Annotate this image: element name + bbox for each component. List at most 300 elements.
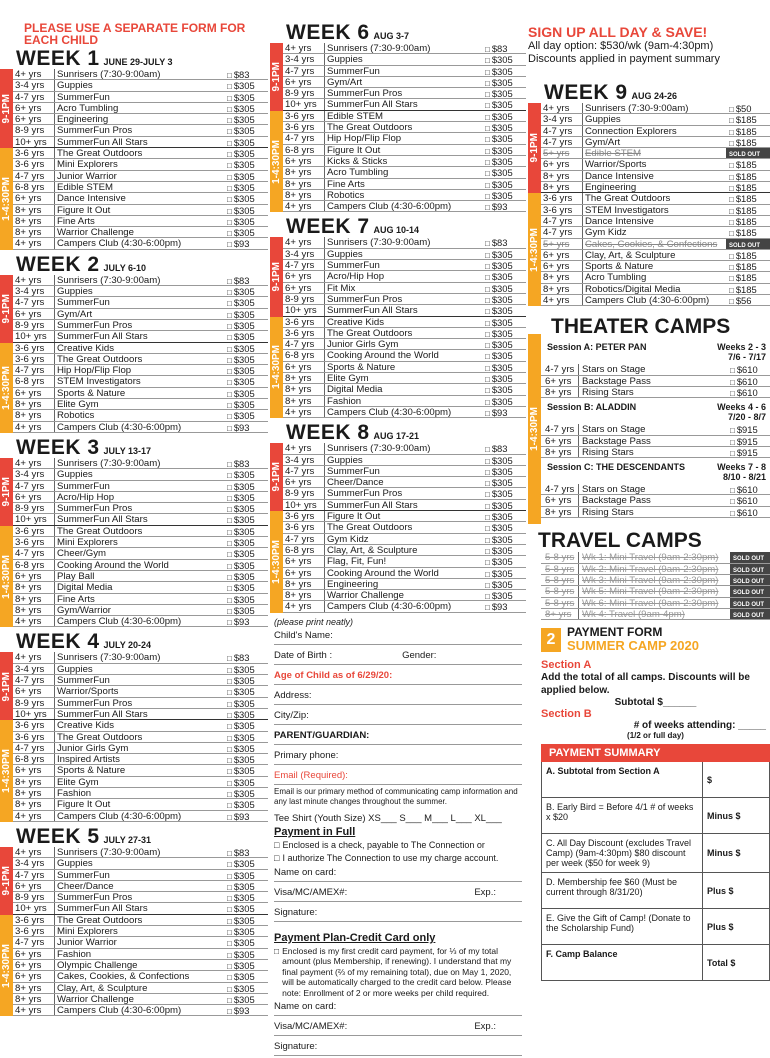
camp-row[interactable] [283, 601, 526, 612]
summary-amount-field[interactable]: Plus $ [707, 921, 734, 932]
camp-row[interactable] [13, 743, 268, 754]
camp-row[interactable] [283, 350, 526, 361]
camp-row[interactable] [541, 114, 770, 125]
camp-row[interactable] [13, 594, 268, 605]
camp-price-checkbox[interactable]: □ $305 [482, 350, 526, 360]
camp-row[interactable] [541, 205, 770, 216]
camp-row[interactable] [13, 720, 268, 731]
camp-row[interactable] [13, 125, 268, 136]
theater-price[interactable]: □ $610 [730, 484, 770, 494]
camp-price-checkbox[interactable]: □ $305 [224, 777, 268, 787]
camp-price-checkbox[interactable]: □ $305 [224, 137, 268, 147]
camp-row[interactable] [13, 788, 268, 799]
camp-row[interactable] [283, 54, 526, 65]
camp-row[interactable] [13, 686, 268, 697]
camp-price-checkbox[interactable]: □ $305 [224, 399, 268, 409]
camp-price-checkbox[interactable]: □ $305 [482, 317, 526, 327]
camp-price-checkbox[interactable]: □ $305 [482, 111, 526, 121]
camp-price-checkbox[interactable]: □ $305 [224, 605, 268, 615]
camp-price-checkbox[interactable]: □ $305 [482, 190, 526, 200]
camp-row[interactable] [13, 514, 268, 525]
camp-price-checkbox[interactable]: □ $305 [482, 373, 526, 383]
camp-row[interactable] [541, 193, 770, 204]
charge-option[interactable]: □ I authorize The Connection to use my charge account. [274, 853, 522, 864]
camp-row[interactable] [13, 994, 268, 1005]
camp-price-checkbox[interactable]: □ $305 [224, 205, 268, 215]
camp-price-checkbox[interactable]: □ $93 [482, 407, 526, 417]
camp-price-checkbox[interactable]: □ $305 [224, 594, 268, 604]
camp-row[interactable] [13, 193, 268, 204]
camp-price-checkbox[interactable]: □ $83 [224, 652, 268, 662]
camp-row[interactable] [13, 537, 268, 548]
camp-price-checkbox[interactable]: □ $305 [224, 503, 268, 513]
camp-price-checkbox[interactable]: □ $305 [482, 568, 526, 578]
camp-row[interactable] [13, 92, 268, 103]
camp-row[interactable] [283, 271, 526, 282]
camp-price-checkbox[interactable]: □ $305 [224, 903, 268, 913]
camp-row[interactable] [283, 133, 526, 144]
camp-price-checkbox[interactable]: □ $305 [224, 297, 268, 307]
camp-price-checkbox[interactable]: □ $185 [726, 182, 770, 192]
email-field[interactable]: Email (Required): [274, 767, 522, 785]
camp-price-checkbox[interactable]: □ $305 [224, 514, 268, 524]
camp-row[interactable] [541, 216, 770, 227]
camp-price-checkbox[interactable]: □ $93 [482, 601, 526, 611]
camp-price-checkbox[interactable]: □ $93 [224, 616, 268, 626]
camp-price-checkbox[interactable]: □ $305 [224, 469, 268, 479]
camp-row[interactable] [283, 373, 526, 384]
camp-price-checkbox[interactable]: □ $305 [224, 994, 268, 1004]
camp-price-checkbox[interactable]: □ $305 [482, 339, 526, 349]
name-on-card-field[interactable]: Name on card: [274, 864, 522, 882]
camp-price-checkbox[interactable]: □ $305 [224, 858, 268, 868]
camp-price-checkbox[interactable]: □ $83 [482, 43, 526, 53]
camp-price-checkbox[interactable]: □ $305 [224, 698, 268, 708]
camp-row[interactable] [13, 616, 268, 627]
camp-row[interactable] [13, 114, 268, 125]
camp-row[interactable] [13, 388, 268, 399]
theater-price[interactable]: □ $610 [730, 364, 770, 374]
camp-row[interactable] [13, 664, 268, 675]
theater-price[interactable]: □ $610 [730, 507, 770, 517]
camp-row[interactable] [283, 362, 526, 373]
camp-price-checkbox[interactable]: □ $305 [224, 892, 268, 902]
camp-price-checkbox[interactable]: □ $305 [482, 545, 526, 555]
camp-row[interactable] [283, 66, 526, 77]
camp-row[interactable] [283, 156, 526, 167]
camp-row[interactable] [283, 407, 526, 418]
camp-row[interactable] [283, 500, 526, 511]
camp-price-checkbox[interactable]: □ $305 [482, 283, 526, 293]
plan-card-number-field[interactable]: Visa/MC/AMEX#: Exp.: [274, 1018, 522, 1036]
city-field[interactable]: City/Zip: [274, 707, 522, 725]
theater-row[interactable] [541, 495, 770, 506]
signature-field[interactable]: Signature: [274, 904, 522, 922]
camp-price-checkbox[interactable]: □ $305 [224, 354, 268, 364]
camp-price-checkbox[interactable]: □ $305 [482, 167, 526, 177]
camp-row[interactable] [283, 99, 526, 110]
camp-price-checkbox[interactable]: □ $305 [224, 114, 268, 124]
camp-price-checkbox[interactable]: □ $93 [224, 238, 268, 248]
camp-price-checkbox[interactable]: □ $305 [224, 388, 268, 398]
camp-row[interactable] [283, 145, 526, 156]
camp-row[interactable] [283, 260, 526, 271]
card-number-field[interactable]: Visa/MC/AMEX#: Exp.: [274, 884, 522, 902]
camp-row[interactable] [13, 103, 268, 114]
camp-row[interactable] [13, 971, 268, 982]
camp-price-checkbox[interactable]: □ $93 [224, 811, 268, 821]
theater-row[interactable] [541, 376, 770, 387]
camp-price-checkbox[interactable]: □ $50 [726, 103, 770, 113]
camp-row[interactable] [13, 399, 268, 410]
camp-price-checkbox[interactable]: □ $305 [224, 481, 268, 491]
camp-price-checkbox[interactable]: □ $305 [224, 675, 268, 685]
summary-amount-field[interactable]: Minus $ [707, 848, 741, 859]
camp-price-checkbox[interactable]: □ $305 [482, 54, 526, 64]
camp-row[interactable] [13, 343, 268, 354]
summary-amount-field[interactable]: Total $ [707, 957, 736, 968]
camp-price-checkbox[interactable]: □ $185 [726, 126, 770, 136]
camp-row[interactable] [283, 237, 526, 248]
camp-row[interactable] [13, 754, 268, 765]
camp-price-checkbox[interactable]: □ $185 [726, 159, 770, 169]
camp-price-checkbox[interactable]: □ $305 [482, 133, 526, 143]
camp-row[interactable] [283, 201, 526, 212]
camp-row[interactable] [541, 250, 770, 261]
camp-price-checkbox[interactable]: □ $305 [224, 182, 268, 192]
camp-price-checkbox[interactable]: □ $305 [482, 579, 526, 589]
camp-row[interactable] [13, 469, 268, 480]
camp-row[interactable] [13, 320, 268, 331]
theater-price[interactable]: □ $610 [730, 376, 770, 386]
camp-row[interactable] [283, 534, 526, 545]
camp-row[interactable] [13, 354, 268, 365]
camp-row[interactable] [13, 182, 268, 193]
tee-size-field[interactable]: Tee Shirt (Youth Size) XS___ S___ M___ L___ XL___ [274, 812, 502, 824]
camp-price-checkbox[interactable]: □ $305 [224, 926, 268, 936]
camp-price-checkbox[interactable]: □ $305 [224, 664, 268, 674]
camp-row[interactable] [13, 765, 268, 776]
camp-row[interactable] [13, 227, 268, 238]
camp-price-checkbox[interactable]: □ $305 [224, 193, 268, 203]
camp-row[interactable] [13, 881, 268, 892]
camp-row[interactable] [283, 317, 526, 328]
camp-price-checkbox[interactable]: □ $305 [224, 720, 268, 730]
camp-row[interactable] [283, 396, 526, 407]
camp-row[interactable] [13, 69, 268, 80]
address-field[interactable]: Address: [274, 687, 522, 705]
parent-field[interactable]: PARENT/GUARDIAN: [274, 727, 522, 745]
camp-price-checkbox[interactable]: □ $305 [482, 522, 526, 532]
camp-row[interactable] [283, 522, 526, 533]
camp-price-checkbox[interactable]: □ $305 [482, 260, 526, 270]
camp-row[interactable] [283, 455, 526, 466]
camp-row[interactable] [283, 77, 526, 88]
camp-price-checkbox[interactable]: □ $83 [482, 443, 526, 453]
camp-price-checkbox[interactable]: □ $305 [482, 466, 526, 476]
camp-price-checkbox[interactable]: □ $83 [482, 237, 526, 247]
camp-row[interactable] [541, 182, 770, 193]
camp-price-checkbox[interactable]: □ $305 [482, 271, 526, 281]
theater-row[interactable] [541, 424, 770, 435]
camp-price-checkbox[interactable]: □ $185 [726, 193, 770, 203]
camp-price-checkbox[interactable]: □ $305 [224, 686, 268, 696]
camp-row[interactable] [541, 137, 770, 148]
camp-price-checkbox[interactable]: □ $305 [224, 571, 268, 581]
camp-price-checkbox[interactable]: □ $305 [224, 709, 268, 719]
camp-price-checkbox[interactable]: □ $185 [726, 261, 770, 271]
camp-price-checkbox[interactable]: □ $185 [726, 171, 770, 181]
camp-row[interactable] [13, 171, 268, 182]
phone-field[interactable]: Primary phone: [274, 747, 522, 765]
camp-row[interactable] [283, 443, 526, 454]
camp-price-checkbox[interactable]: □ $56 [726, 295, 770, 305]
camp-row[interactable] [13, 915, 268, 926]
camp-row[interactable] [13, 732, 268, 743]
camp-row[interactable] [13, 376, 268, 387]
camp-row[interactable] [283, 190, 526, 201]
camp-row[interactable] [541, 295, 770, 306]
camp-row[interactable] [13, 238, 268, 249]
camp-row[interactable] [541, 272, 770, 283]
camp-row[interactable] [13, 605, 268, 616]
summary-amount-field[interactable]: Minus $ [707, 810, 741, 821]
camp-row[interactable] [13, 365, 268, 376]
camp-row[interactable] [13, 937, 268, 948]
camp-price-checkbox[interactable]: □ $305 [482, 88, 526, 98]
theater-row[interactable] [541, 364, 770, 375]
camp-row[interactable] [13, 983, 268, 994]
theater-row[interactable] [541, 484, 770, 495]
child-name-field[interactable]: Child's Name: [274, 627, 522, 645]
camp-row[interactable] [283, 305, 526, 316]
camp-row[interactable] [13, 777, 268, 788]
summary-amount-field[interactable]: $ [707, 774, 713, 785]
theater-price[interactable]: □ $610 [730, 387, 770, 397]
camp-row[interactable] [13, 870, 268, 881]
camp-row[interactable] [541, 126, 770, 137]
subtotal-field[interactable]: Subtotal $______ [614, 697, 697, 709]
camp-row[interactable] [283, 477, 526, 488]
camp-price-checkbox[interactable]: □ $305 [482, 500, 526, 510]
camp-row[interactable] [13, 275, 268, 286]
camp-price-checkbox[interactable]: □ $185 [726, 250, 770, 260]
camp-price-checkbox[interactable]: □ $305 [482, 590, 526, 600]
camp-row[interactable] [13, 309, 268, 320]
camp-row[interactable] [283, 556, 526, 567]
camp-price-checkbox[interactable]: □ $305 [224, 92, 268, 102]
camp-price-checkbox[interactable]: □ $305 [224, 125, 268, 135]
camp-price-checkbox[interactable]: □ $305 [224, 560, 268, 570]
camp-price-checkbox[interactable]: □ $305 [224, 286, 268, 296]
camp-row[interactable] [13, 159, 268, 170]
camp-price-checkbox[interactable]: □ $305 [482, 145, 526, 155]
camp-row[interactable] [13, 148, 268, 159]
camp-price-checkbox[interactable]: □ $305 [482, 477, 526, 487]
payment-plan-option[interactable]: □ Enclosed is my first credit card payment, for ⅓ of my total amount (plus Membership, if renewing). I understand that my final payment (⅔ of my remaining total), due on May 1, 2020, will be automatically charged to the credit card below. Please note: Enrollment of 2 or more weeks per child required. [274, 946, 522, 999]
camp-row[interactable] [13, 548, 268, 559]
theater-price[interactable]: □ $915 [730, 436, 770, 446]
camp-row[interactable] [283, 545, 526, 556]
camp-price-checkbox[interactable]: □ $305 [224, 788, 268, 798]
camp-price-checkbox[interactable]: □ $305 [224, 320, 268, 330]
camp-price-checkbox[interactable]: □ $305 [224, 754, 268, 764]
camp-row[interactable] [13, 481, 268, 492]
camp-price-checkbox[interactable]: □ $93 [224, 422, 268, 432]
camp-row[interactable] [13, 698, 268, 709]
camp-price-checkbox[interactable]: □ $93 [482, 201, 526, 211]
camp-row[interactable] [13, 458, 268, 469]
camp-price-checkbox[interactable]: □ $305 [482, 455, 526, 465]
camp-price-checkbox[interactable]: □ $305 [224, 548, 268, 558]
camp-price-checkbox[interactable]: □ $305 [224, 765, 268, 775]
camp-row[interactable] [13, 526, 268, 537]
theater-price[interactable]: □ $915 [730, 424, 770, 434]
camp-row[interactable] [283, 179, 526, 190]
camp-row[interactable] [13, 960, 268, 971]
camp-price-checkbox[interactable]: □ $305 [224, 365, 268, 375]
camp-price-checkbox[interactable]: □ $305 [224, 732, 268, 742]
camp-row[interactable] [13, 492, 268, 503]
camp-price-checkbox[interactable]: □ $305 [482, 99, 526, 109]
camp-row[interactable] [13, 422, 268, 433]
camp-price-checkbox[interactable]: □ $305 [224, 148, 268, 158]
camp-price-checkbox[interactable]: □ $305 [224, 492, 268, 502]
camp-row[interactable] [13, 903, 268, 914]
camp-row[interactable] [13, 652, 268, 663]
camp-row[interactable] [13, 847, 268, 858]
camp-row[interactable] [13, 1005, 268, 1016]
camp-row[interactable] [283, 590, 526, 601]
camp-row[interactable] [13, 709, 268, 720]
camp-price-checkbox[interactable]: □ $305 [482, 362, 526, 372]
camp-price-checkbox[interactable]: □ $305 [482, 156, 526, 166]
camp-price-checkbox[interactable]: □ $305 [224, 103, 268, 113]
camp-row[interactable] [541, 171, 770, 182]
camp-row[interactable] [283, 88, 526, 99]
camp-price-checkbox[interactable]: □ $305 [224, 376, 268, 386]
camp-row[interactable] [283, 283, 526, 294]
camp-row[interactable] [13, 560, 268, 571]
camp-price-checkbox[interactable]: □ $305 [224, 582, 268, 592]
age-field[interactable]: Age of Child as of 6/29/20: [274, 667, 522, 685]
camp-price-checkbox[interactable]: □ $83 [224, 69, 268, 79]
camp-row[interactable] [541, 227, 770, 238]
camp-row[interactable] [541, 159, 770, 170]
camp-row[interactable] [283, 488, 526, 499]
camp-row[interactable] [541, 261, 770, 272]
camp-price-checkbox[interactable]: □ $305 [482, 305, 526, 315]
camp-price-checkbox[interactable]: □ $93 [224, 1005, 268, 1015]
theater-row[interactable] [541, 436, 770, 447]
plan-signature-field[interactable]: Signature: [274, 1038, 522, 1056]
camp-price-checkbox[interactable]: □ $305 [482, 384, 526, 394]
camp-row[interactable] [283, 167, 526, 178]
camp-row[interactable] [13, 410, 268, 421]
camp-price-checkbox[interactable]: □ $305 [224, 80, 268, 90]
camp-row[interactable] [283, 43, 526, 54]
camp-row[interactable] [13, 297, 268, 308]
summary-amount-field[interactable]: Plus $ [707, 885, 734, 896]
camp-row[interactable] [13, 80, 268, 91]
camp-price-checkbox[interactable]: □ $305 [224, 743, 268, 753]
camp-row[interactable] [283, 111, 526, 122]
camp-price-checkbox[interactable]: □ $305 [224, 331, 268, 341]
camp-row[interactable] [13, 799, 268, 810]
camp-row[interactable] [13, 949, 268, 960]
camp-price-checkbox[interactable]: □ $185 [726, 216, 770, 226]
camp-row[interactable] [283, 339, 526, 350]
camp-price-checkbox[interactable]: □ $305 [482, 77, 526, 87]
camp-price-checkbox[interactable]: □ $83 [224, 847, 268, 857]
camp-row[interactable] [283, 466, 526, 477]
camp-row[interactable] [13, 331, 268, 342]
camp-price-checkbox[interactable]: □ $305 [224, 343, 268, 353]
camp-row[interactable] [13, 811, 268, 822]
check-option[interactable]: □ Enclosed is a check, payable to The Connection or [274, 840, 522, 851]
camp-price-checkbox[interactable]: □ $305 [224, 171, 268, 181]
camp-price-checkbox[interactable]: □ $305 [224, 526, 268, 536]
camp-price-checkbox[interactable]: □ $305 [224, 410, 268, 420]
camp-row[interactable] [13, 286, 268, 297]
camp-price-checkbox[interactable]: □ $305 [224, 949, 268, 959]
camp-price-checkbox[interactable]: □ $305 [224, 159, 268, 169]
camp-row[interactable] [283, 384, 526, 395]
camp-row[interactable] [13, 858, 268, 869]
camp-price-checkbox[interactable]: □ $305 [482, 66, 526, 76]
camp-price-checkbox[interactable]: □ $305 [482, 122, 526, 132]
camp-price-checkbox[interactable]: □ $305 [482, 511, 526, 521]
camp-row[interactable] [283, 579, 526, 590]
camp-price-checkbox[interactable]: □ $305 [224, 216, 268, 226]
camp-row[interactable] [13, 675, 268, 686]
camp-price-checkbox[interactable]: □ $305 [224, 915, 268, 925]
camp-price-checkbox[interactable]: □ $305 [224, 960, 268, 970]
dob-field[interactable]: Date of Birth : Gender: [274, 647, 522, 665]
camp-price-checkbox[interactable]: □ $305 [482, 488, 526, 498]
camp-row[interactable] [13, 892, 268, 903]
camp-price-checkbox[interactable]: □ $305 [224, 983, 268, 993]
camp-price-checkbox[interactable]: □ $185 [726, 272, 770, 282]
camp-row[interactable] [13, 137, 268, 148]
camp-row[interactable] [283, 294, 526, 305]
camp-row[interactable] [13, 926, 268, 937]
camp-row[interactable] [283, 122, 526, 133]
camp-price-checkbox[interactable]: □ $185 [726, 284, 770, 294]
camp-price-checkbox[interactable]: □ $305 [224, 309, 268, 319]
theater-price[interactable]: □ $610 [730, 495, 770, 505]
camp-price-checkbox[interactable]: □ $305 [224, 799, 268, 809]
camp-row[interactable] [283, 249, 526, 260]
weeks-attending-field[interactable]: # of weeks attending: _____ [633, 720, 766, 732]
theater-row[interactable] [541, 387, 770, 398]
camp-row[interactable] [283, 328, 526, 339]
camp-price-checkbox[interactable]: □ $185 [726, 205, 770, 215]
camp-price-checkbox[interactable]: □ $305 [224, 937, 268, 947]
camp-price-checkbox[interactable]: □ $83 [224, 458, 268, 468]
camp-row[interactable] [13, 571, 268, 582]
camp-row[interactable] [541, 103, 770, 114]
camp-price-checkbox[interactable]: □ $305 [224, 537, 268, 547]
camp-price-checkbox[interactable]: □ $305 [224, 870, 268, 880]
camp-price-checkbox[interactable]: □ $305 [482, 179, 526, 189]
theater-price[interactable]: □ $915 [730, 447, 770, 457]
camp-row[interactable] [283, 568, 526, 579]
camp-price-checkbox[interactable]: □ $305 [482, 294, 526, 304]
camp-price-checkbox[interactable]: □ $305 [482, 556, 526, 566]
camp-price-checkbox[interactable]: □ $305 [482, 534, 526, 544]
camp-row[interactable] [13, 503, 268, 514]
